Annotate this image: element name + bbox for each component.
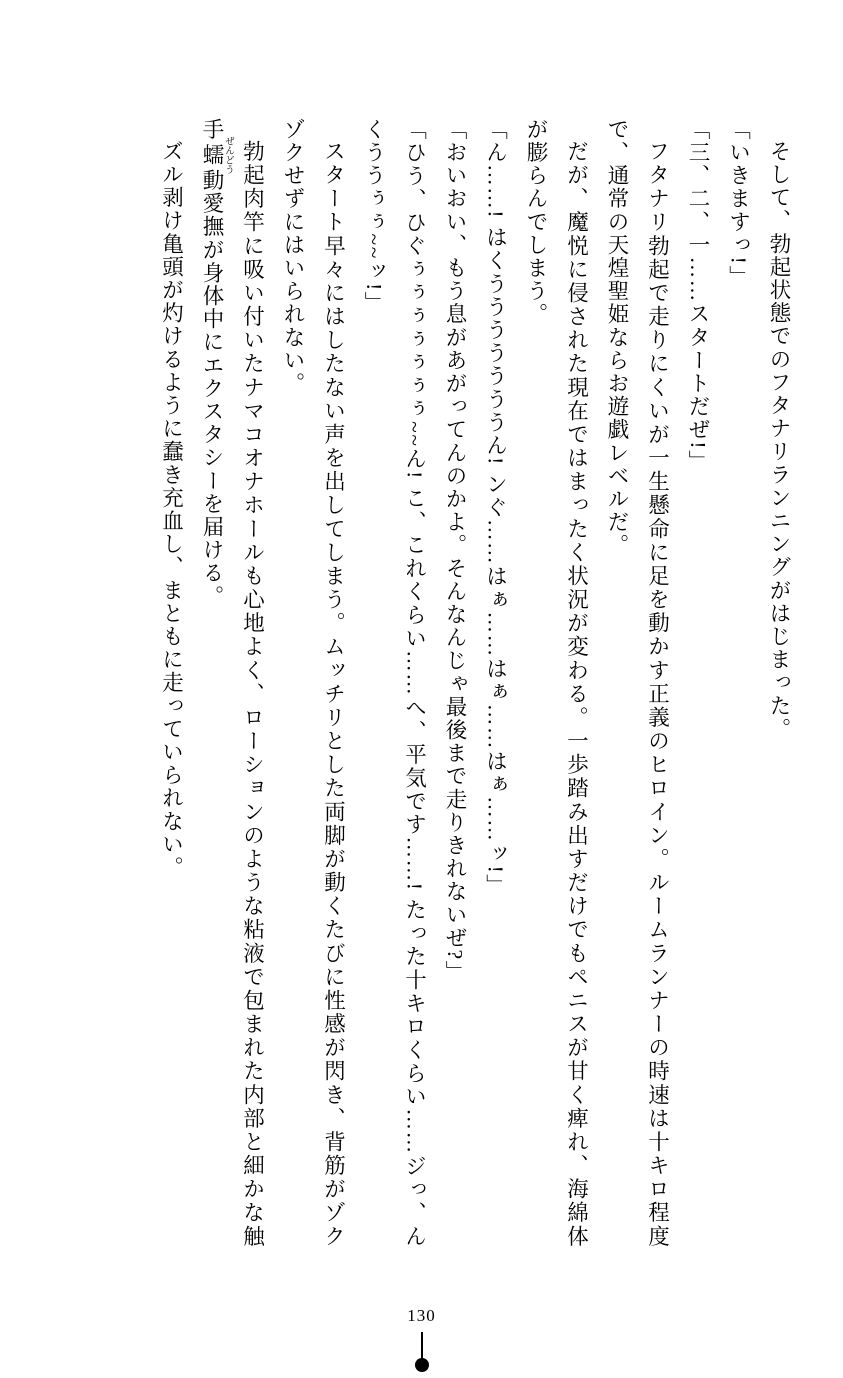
paragraph: 「ん……! はくうううううううん! ンぐ……はぁ……はぁ……はぁ……ッ!」: [483, 118, 508, 898]
paragraph: そして、勃起状態でのフタナリランニングがはじまった。: [767, 140, 791, 741]
paragraph: 「いきますっ!」: [726, 118, 751, 289]
footer-dot: [415, 1358, 429, 1372]
paragraph-with-ruby: 勃起肉竿に吸い付いたナマコオナホールも心地よく、ローションのような粘液で包まれた内部と細かな触手蠕 ぜんどう動愛撫が身体中にエクスタシーを届ける。: [200, 118, 265, 1248]
paragraph: 「三、二、一……スタートだぜ!」: [686, 118, 710, 474]
paragraph: フタナリ勃起で走りにくいが一生懸命に足を動かす正義のヒロイン。ルームランナーの時速は十キロ程度で、通常の天煌聖姫ならお遊戯レベルだ。: [605, 118, 670, 1248]
paragraph: 「おいおい、もう息があがってんのかよ。そんなんじゃ最後まで走りきれないぜ?」: [443, 118, 467, 984]
vertical-text-body: [39, 118, 799, 1248]
paragraph: ズル剥け亀頭が灼けるように蠢き充血し、まともに走っていられない。: [159, 140, 184, 880]
paragraph: だが、魔悦に侵された現在ではまったく状況が変わる。一歩踏み出すだけでもペニスが甘く痺れ、海綿体が膨らんでしまう。: [524, 118, 589, 1248]
paragraph: スタート早々にはしたない声を出してしまう。ムッチリとした両脚が動くたびに性感が閃き、背筋がゾクゾクせずにはいられない。: [281, 118, 346, 1248]
page-number: 130: [407, 1306, 436, 1325]
paragraph: 「ひう、ひぐぅぅぅぅぅぅぅ~~ん! こ、これくらい……へ、平気です……! たった十キロくらい……ジっ、んくううぅぅ~~ッ!」: [362, 118, 427, 1248]
